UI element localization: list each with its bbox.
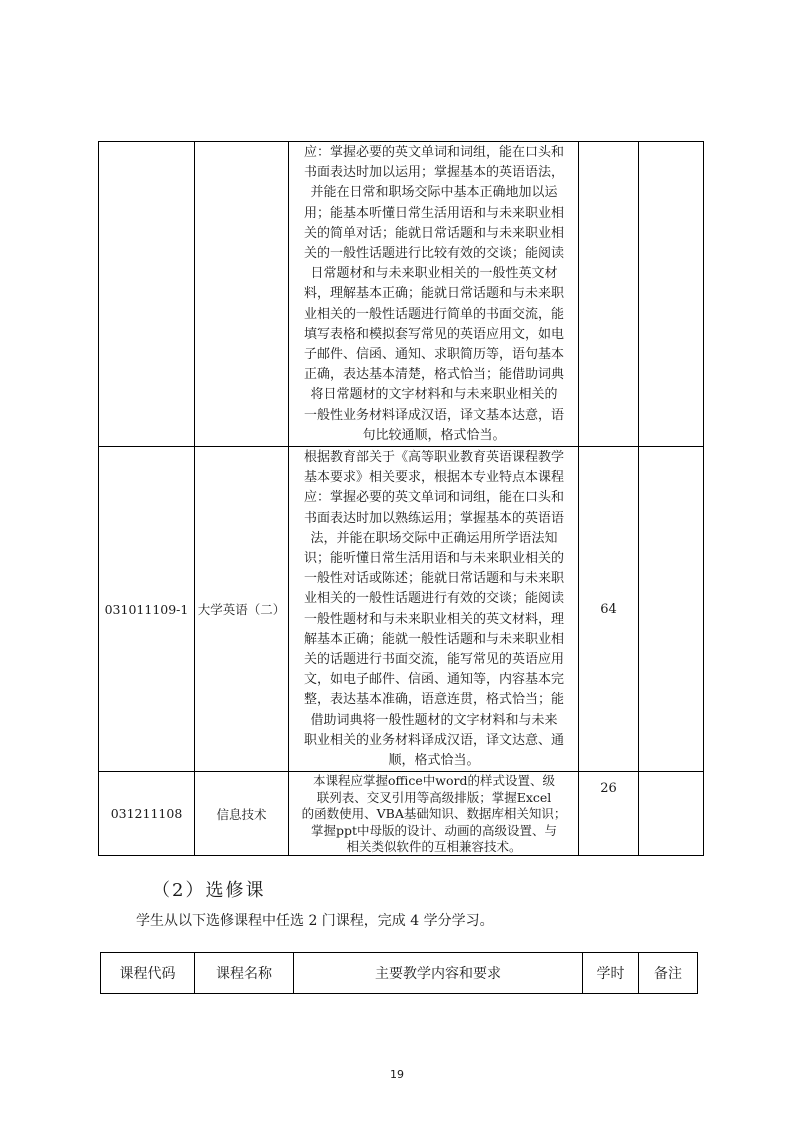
table-row [99, 447, 704, 772]
content-line: 用；能基本听懂日常生活用语和与未来职业相 [303, 205, 564, 221]
content-line: 业相关的一般性话题进行有效的交谈；能阅读 [303, 591, 564, 607]
content-line: 填写表格和模拟套写常见的英语应用文，如电 [303, 326, 564, 342]
course-content [289, 772, 579, 856]
content-line: 料，理解基本正确；能就日常话题和与未来职 [303, 286, 564, 302]
content-line: 书面表达时加以运用；掌握基本的英语语法， [303, 165, 564, 181]
content-line: 关的一般性话题进行比较有效的交谈；能阅读 [303, 246, 564, 262]
content-line: 整，表达基本准确，语意连贯，格式恰当；能 [303, 692, 564, 708]
course-note [639, 142, 704, 447]
course-table-continued [98, 141, 704, 856]
course-name: 信息技术 [195, 772, 289, 856]
elective-section-description: 学生从以下选修课程中任选 2 门课程，完成 4 学分学习。 [136, 913, 494, 929]
content-line: 职业相关的业务材料译成汉语，译文达意、通 [303, 732, 564, 748]
content-line: 子邮件、信函、通知、求职简历等，语句基本 [303, 347, 564, 363]
content-line: 应：掌握必要的英文单词和词组，能在口头和 [303, 490, 564, 506]
content-line: 关的话题进行书面交流，能写常见的英语应用 [303, 652, 564, 668]
content-line: 将日常题材的文字材料和与未来职业相关的 [310, 387, 558, 403]
content-line: 基本要求》相关要求，根据本专业特点本课程 [303, 470, 564, 486]
content-line: 解基本正确；能就一般性话题和与未来职业相 [303, 631, 564, 647]
content-line: 本课程应掌握office中word的样式设置、级 [312, 773, 555, 789]
content-line: 借助词典将一般性题材的文字材料和与未来 [310, 712, 558, 728]
content-line: 根据教育部关于《高等职业教育英语课程教学 [303, 450, 564, 466]
elective-course-table [100, 952, 698, 994]
elective-section-title: （2）选修课 [152, 880, 266, 901]
header-course-content: 主要教学内容和要求 [294, 953, 583, 994]
content-line: 一般性对话或陈述；能就日常话题和与未来职 [303, 571, 564, 587]
page-number: 19 [390, 1068, 404, 1081]
content-line: 掌握ppt中母版的设计、动画的高级设置、与 [310, 822, 558, 838]
content-line: 法，并能在职场交际中正确运用所学语法知 [310, 530, 558, 546]
course-content [289, 447, 579, 772]
table-row [99, 772, 704, 856]
course-name: 大学英语（二） [195, 447, 289, 772]
course-note [639, 447, 704, 772]
course-hours [579, 142, 639, 447]
content-line: 应：掌握必要的英文单词和词组，能在口头和 [303, 145, 564, 160]
header-course-code: 课程代码 [101, 953, 195, 994]
course-content [289, 142, 579, 447]
course-hours: 26 [579, 772, 639, 856]
content-line: 文，如电子邮件、信函、通知等，内容基本完 [303, 672, 564, 688]
content-line: 一般性题材和与未来职业相关的英文材料，理 [303, 611, 564, 627]
course-code [99, 142, 195, 447]
content-line: 句比较通顺，格式恰当。 [362, 427, 506, 443]
table-row [99, 142, 704, 447]
content-line: 书面表达时加以熟练运用；掌握基本的英语语 [303, 510, 564, 526]
course-table-body [99, 142, 704, 856]
content-line: 关的简单对话；能就日常话题和与未来职业相 [303, 225, 564, 241]
header-course-name: 课程名称 [195, 953, 294, 994]
content-line: 并能在日常和职场交际中基本正确地加以运 [310, 185, 558, 201]
header-notes: 备注 [639, 953, 698, 994]
content-line: 联列表、交叉引用等高级排版；掌握Excel [316, 789, 552, 805]
header-hours: 学时 [583, 953, 639, 994]
content-line: 识；能听懂日常生活用语和与未来职业相关的 [303, 551, 564, 567]
elective-table-header-row [101, 953, 698, 994]
content-line: 日常题材和与未来职业相关的一般性英文材 [310, 266, 558, 282]
content-line: 业相关的一般性话题进行简单的书面交流，能 [303, 306, 564, 322]
content-line: 相关类似软件的互相兼容技术。 [346, 838, 522, 854]
course-code: 031211108 [99, 772, 195, 856]
course-hours: 64 [579, 447, 639, 772]
course-note [639, 772, 704, 856]
content-line: 正确，表达基本清楚，格式恰当；能借助词典 [303, 367, 564, 383]
course-name [195, 142, 289, 447]
course-code: 031011109-1 [99, 447, 195, 772]
content-line: 顺，格式恰当。 [388, 753, 480, 769]
content-line: 的函数使用、VBA基础知识、数据库相关知识； [301, 806, 567, 822]
content-line: 一般性业务材料译成汉语，译文基本达意，语 [303, 407, 564, 423]
